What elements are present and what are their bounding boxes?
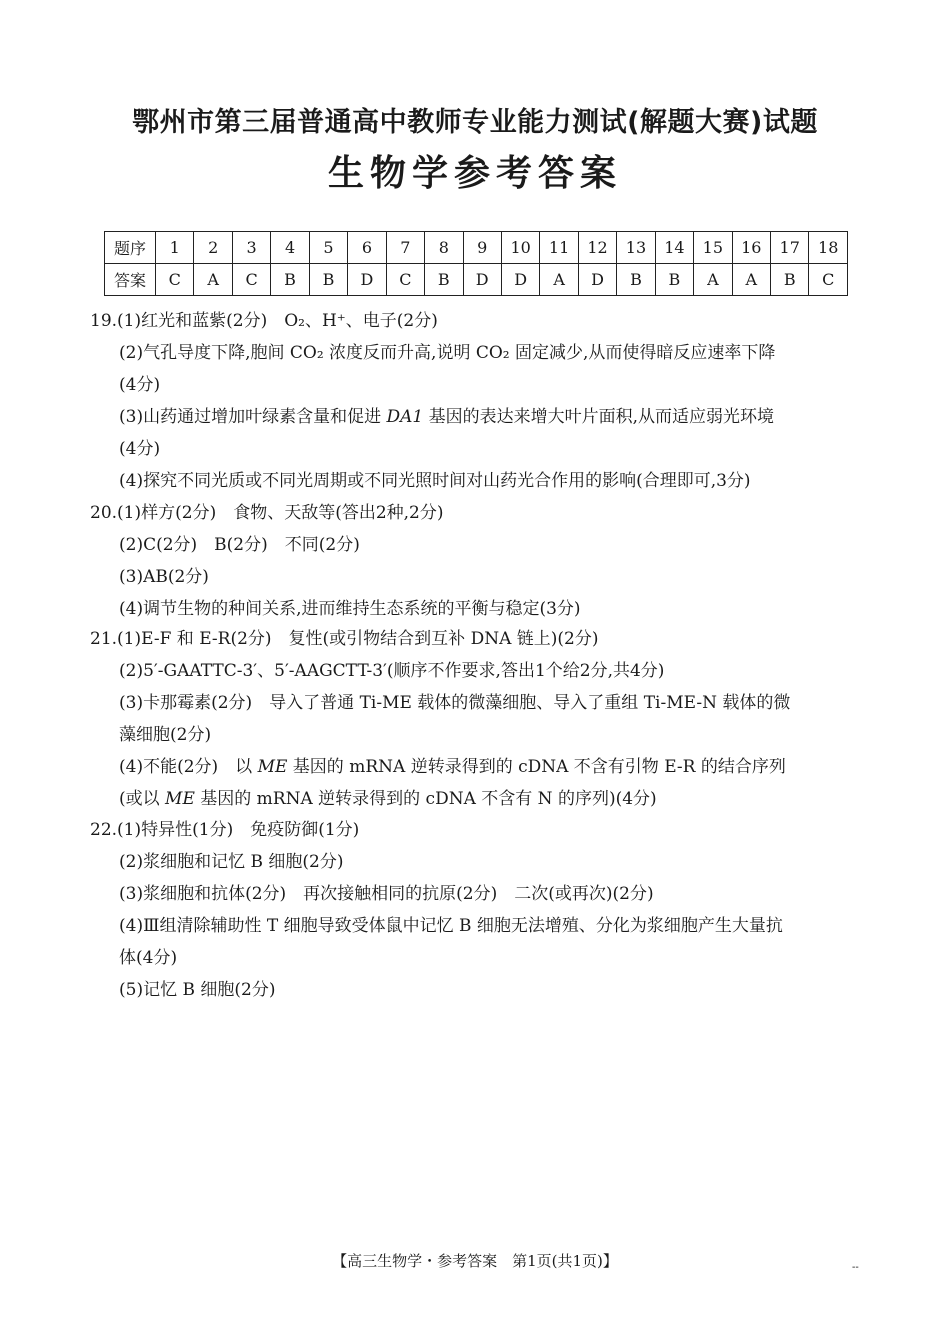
q19-line: 19.(1)红光和蓝紫(2分) O₂、H⁺、电子(2分) [90,311,438,331]
q20-line: 20.(1)样方(2分) 食物、天敌等(答出2种,2分) [90,503,444,523]
q22-line: 体(4分) [119,948,178,968]
q21-line: 藻细胞(2分) [119,725,212,745]
question-number-cell: 7 [386,232,424,264]
answer-cell: B [271,264,309,296]
question-number-cell: 4 [271,232,309,264]
answer-cell: A [694,264,732,296]
question-number-cell: 17 [771,232,809,264]
q19-line [90,401,865,433]
q21-text: 基因的 mRNA 逆转录得到的 cDNA 不含有引物 E-R 的结合序列 [287,757,786,777]
question-number-cell: 14 [655,232,693,264]
exam-title: 鄂州市第三届普通高中教师专业能力测试(解题大赛)试题 [132,107,818,138]
answer-cell: D [348,264,386,296]
question-21-block [90,623,865,815]
q20-line: (4)调节生物的种间关系,进而维持生态系统的平衡与稳定(3分) [119,599,581,619]
q20-line: (2)C(2分) B(2分) 不同(2分) [119,535,360,555]
q21-line: (2)5′-GAATTC-3′、5′-AAGCTT-3′(顺序不作要求,答出1个给2分,共4分) [119,661,665,681]
answer-cell: C [156,264,194,296]
q21-line: (3)卡那霉素(2分) 导入了普通 Ti-ME 载体的微藻细胞、导入了重组 Ti-ME-N 载体的微 [119,693,791,713]
question-number-cell: 18 [809,232,848,264]
answer-key-subtitle: 生物学参考答案 [327,153,622,194]
question-19-block [90,305,865,497]
q21-text: (4)不能(2分) 以 [119,757,258,777]
question-number-header: 题序 [105,232,156,264]
answer-cell: C [232,264,270,296]
answer-cell: A [732,264,770,296]
gene-name: DA1 [386,407,424,427]
gene-name: ME [257,757,288,777]
q19-line: (4)探究不同光质或不同光周期或不同光照时间对山药光合作用的影响(合理即可,3分) [119,471,751,491]
q22-line: 22.(1)特异性(1分) 免疫防御(1分) [90,820,360,840]
gene-name: ME [165,789,195,809]
answer-cell: C [386,264,424,296]
question-number-cell: 9 [463,232,501,264]
answer-cell: B [617,264,655,296]
question-number-cell: 12 [578,232,616,264]
question-number-cell: 10 [501,232,539,264]
question-20-block [90,497,865,625]
q19-text: 基因的表达来增大叶片面积,从而适应弱光环境 [423,407,775,427]
question-number-cell: 15 [694,232,732,264]
q20-line: (3)AB(2分) [119,567,209,587]
q19-text: (3)山药通过增加叶绿素含量和促进 [119,407,387,427]
answer-cell: D [578,264,616,296]
answer-cell: C [809,264,848,296]
answer-cell: B [309,264,347,296]
q21-line [90,783,865,815]
question-number-cell: 16 [732,232,770,264]
answer-header: 答案 [105,264,156,296]
q22-line: (2)浆细胞和记忆 B 细胞(2分) [119,852,344,872]
answer-cell: A [540,264,578,296]
question-22-block [90,814,865,1006]
question-number-cell: 2 [194,232,232,264]
question-number-cell: 13 [617,232,655,264]
q19-line: (4分) [119,375,161,395]
answer-cell: A [194,264,232,296]
answer-cell: B [771,264,809,296]
question-number-row [105,232,848,264]
q22-line: (3)浆细胞和抗体(2分) 再次接触相同的抗原(2分) 二次(或再次)(2分) [119,884,654,904]
q21-line [90,751,865,783]
q19-line: (2)气孔导度下降,胞间 CO₂ 浓度反而升高,说明 CO₂ 固定减少,从而使得暗反应速率下降 [119,343,776,363]
q21-line: 21.(1)E-F 和 E-R(2分) 复性(或引物结合到互补 DNA 链上)(2分) [90,629,599,649]
answer-cell: D [463,264,501,296]
q21-text: 基因的 mRNA 逆转录得到的 cDNA 不含有 N 的序列)(4分) [194,789,657,809]
question-number-cell: 5 [309,232,347,264]
q19-line: (4分) [119,439,161,459]
q21-text: (或以 [119,789,166,809]
q22-line: (4)Ⅲ组清除辅助性 T 细胞导致受体鼠中记忆 B 细胞无法增殖、分化为浆细胞产生大量抗 [119,916,783,936]
corner-mark: -- [852,1262,859,1273]
question-number-cell: 3 [232,232,270,264]
answer-cell: B [425,264,463,296]
question-number-cell: 6 [348,232,386,264]
answer-row [105,264,848,296]
q22-line: (5)记忆 B 细胞(2分) [119,980,276,1000]
answer-cell: B [655,264,693,296]
question-number-cell: 1 [156,232,194,264]
page-footer: 【高三生物学・参考答案 第1页(共1页)】 [332,1252,618,1270]
question-number-cell: 11 [540,232,578,264]
answer-table [104,231,848,296]
answer-cell: D [501,264,539,296]
question-number-cell: 8 [425,232,463,264]
